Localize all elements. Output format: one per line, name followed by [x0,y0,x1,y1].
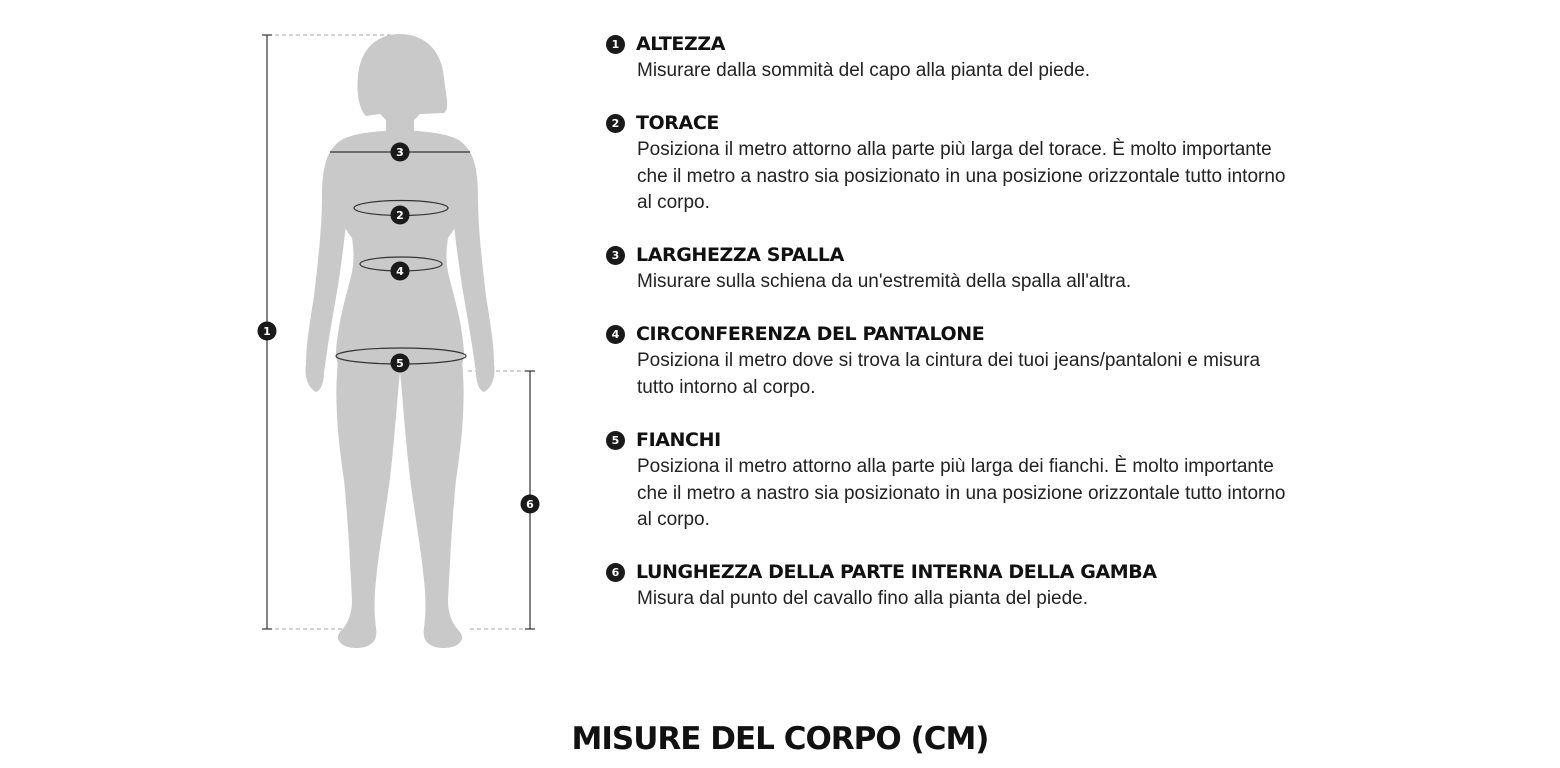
legend-item-title: LARGHEZZA SPALLA [636,244,844,266]
legend-item-description: Posiziona il metro attorno alla parte più larga dei fianchi. È molto importante che il metro a nastro sia posizionato in una posizione orizzontale tutto intorno al corpo. [637,456,1286,530]
marker-4 [391,262,410,281]
body-silhouette [305,34,494,648]
svg-text:1: 1 [263,325,271,338]
number-badge: 4 [606,325,625,344]
legend-item-description: Posiziona il metro dove si trova la cintura dei tuoi jeans/pantaloni e misura tutto intorno al corpo. [637,350,1261,398]
marker-3 [391,143,410,162]
legend-item-title: FIANCHI [636,429,721,451]
page-title: MISURE DEL CORPO (CM) [571,721,989,757]
number-badge: 1 [606,35,625,54]
legend-item-title: ALTEZZA [636,33,726,55]
marker-5 [391,354,410,373]
legend-item-description: Misura dal punto del cavallo fino alla pianta del piede. [637,588,1089,609]
marker-2 [391,206,410,225]
legend-item-description: Misurare dalla sommità del capo alla pianta del piede. [637,60,1091,81]
svg-text:5: 5 [396,357,404,370]
number-badge: 5 [606,431,625,450]
number-badge: 6 [606,563,625,582]
legend-item-title: CIRCONFERENZA DEL PANTALONE [636,323,985,345]
legend-item-title: LUNGHEZZA DELLA PARTE INTERNA DELLA GAMBA [636,561,1157,583]
svg-text:6: 6 [526,498,534,511]
svg-text:3: 3 [396,146,404,159]
svg-text:2: 2 [396,209,404,222]
number-badge: 3 [606,246,625,265]
marker-1 [258,322,277,341]
legend-item-description: Posiziona il metro attorno alla parte più larga del torace. È molto importante che il metro a nastro sia posizionato in una posizione orizzontale tutto intorno al corpo. [637,139,1286,213]
svg-text:4: 4 [396,265,404,278]
number-badge: 2 [606,114,625,133]
legend-item-description: Misurare sulla schiena da un'estremità della spalla all'altra. [637,271,1132,292]
body-figure-diagram [240,20,560,660]
legend-item-title: TORACE [636,112,719,134]
marker-6 [521,495,540,514]
